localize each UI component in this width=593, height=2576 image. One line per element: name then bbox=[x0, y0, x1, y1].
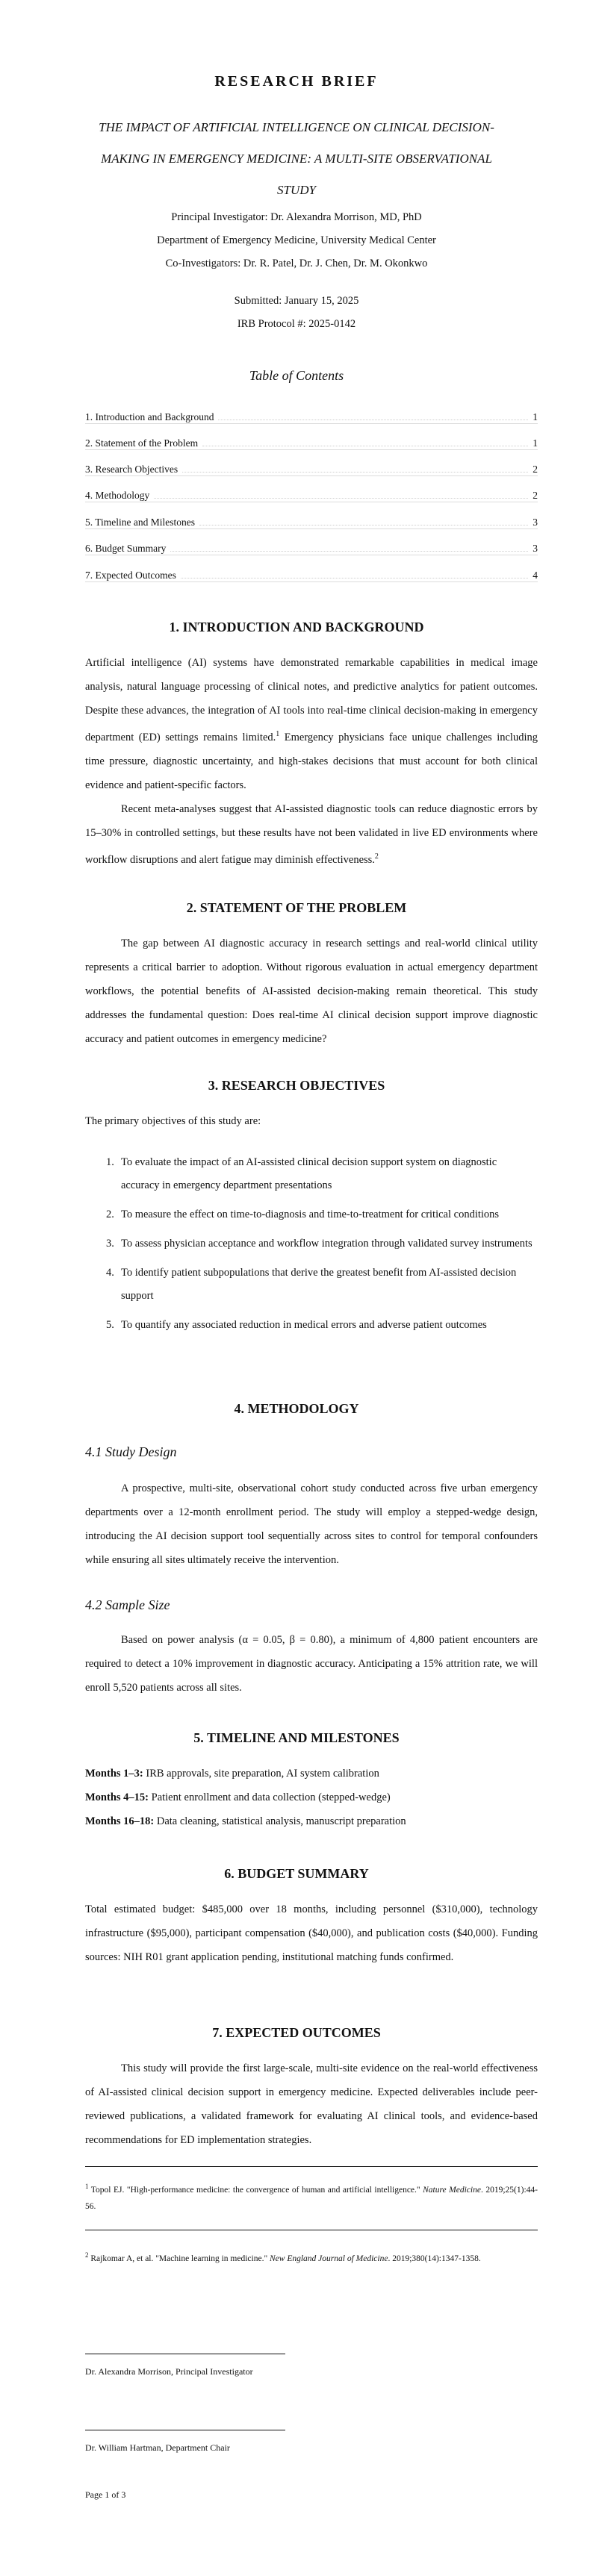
footnote-text: Topol EJ. "High-performance medicine: the convergence of human and artificial intelligence." bbox=[88, 2185, 423, 2195]
intro-paragraph-1-text: Artificial intelligence (AI) systems have demonstrated remarkable capabilities in medical image analysis, natural language processing of clinical notes, and predictive analytics for patient outcomes. Despite these advances, the integration of AI tools into real-time clinical decision-making in emergency department (ED) settings remains limited. bbox=[85, 657, 538, 743]
submitted-date: Submitted: January 15, 2025 bbox=[234, 295, 359, 307]
list-item-text: To assess physician acceptance and workflow integration through validated survey instruments bbox=[121, 1238, 533, 1250]
list-item-number: 3. bbox=[106, 1238, 114, 1250]
section-heading-timeline: 5. TIMELINE AND MILESTONES bbox=[193, 1730, 400, 1745]
intro-paragraph-2 bbox=[85, 797, 538, 872]
list-item bbox=[85, 1232, 538, 1256]
objectives-intro: The primary objectives of this study are: bbox=[85, 1115, 261, 1127]
footnote-citation: . 2019;25(1):44-56. bbox=[85, 2185, 538, 2211]
toc-item-label: 3. Research Objectives bbox=[85, 464, 182, 475]
principal-investigator: Principal Investigator: Dr. Alexandra Morrison, MD, PhD bbox=[171, 211, 422, 223]
footnote bbox=[85, 2247, 538, 2267]
study-design-paragraph: A prospective, multi-site, observational cohort study conducted across five urban emergency departments over a 12-month enrollment period. The study will employ a stepped-wedge design, introducing the AI decision support tool sequentially across sites to control for temporal confounders while ensuring all sites ultimately receive the intervention. bbox=[85, 1482, 538, 1566]
milestone-item bbox=[85, 1762, 538, 1786]
milestone-item bbox=[85, 1809, 538, 1833]
list-item-number: 5. bbox=[106, 1319, 114, 1331]
toc-item[interactable] bbox=[85, 512, 538, 529]
list-item-number: 1. bbox=[106, 1156, 114, 1168]
toc-item-page: 2 bbox=[533, 490, 538, 501]
signature-name: Dr. Alexandra Morrison, Principal Investigator bbox=[85, 2366, 253, 2377]
toc-leader bbox=[199, 525, 528, 526]
intro-paragraph-1-tail: Emergency physicians face unique challenges including time pressure, diagnostic uncertainty, and high-stakes decisions that must account for both clinical evidence and patient-specific factors. bbox=[85, 731, 538, 791]
section-heading-methodology: 4. METHODOLOGY bbox=[234, 1401, 359, 1416]
toc-item-label: 2. Statement of the Problem bbox=[85, 437, 202, 449]
toc-item-page: 2 bbox=[533, 464, 538, 475]
section-heading-problem: 2. STATEMENT OF THE PROBLEM bbox=[186, 900, 407, 915]
footnote-citation: . 2019;380(14):1347-1358. bbox=[388, 2254, 481, 2263]
toc-item[interactable] bbox=[85, 433, 538, 450]
milestone-period: Months 1–3: bbox=[85, 1768, 143, 1780]
footnote-ref[interactable]: 2 bbox=[374, 852, 379, 861]
footnote-number: 2 bbox=[85, 2251, 89, 2259]
page-number: Page 1 of 3 bbox=[85, 2489, 126, 2500]
toc-leader bbox=[170, 551, 528, 552]
section-heading-outcomes: 7. EXPECTED OUTCOMES bbox=[212, 2025, 381, 2040]
list-item-text: To measure the effect on time-to-diagnosis and time-to-treatment for critical conditions bbox=[121, 1209, 500, 1220]
irb-protocol: IRB Protocol #: 2025-0142 bbox=[237, 318, 356, 330]
toc-item-page: 1 bbox=[533, 411, 538, 422]
toc-item[interactable] bbox=[85, 485, 538, 502]
milestone-period: Months 16–18: bbox=[85, 1815, 155, 1827]
toc-title: Table of Contents bbox=[249, 368, 344, 383]
milestone-item bbox=[85, 1786, 538, 1809]
problem-paragraph: The gap between AI diagnostic accuracy in research settings and real-world clinical utility represents a critical barrier to adoption. Without rigorous evaluation in actual emergency department workflows, the potential benefits of AI-assisted decision-making remain theoretical. This study addresses the fundamental question: Does real-time AI clinical decision support improve diagnostic accuracy and patient outcomes in emergency medicine? bbox=[85, 938, 538, 1045]
footnote-divider bbox=[85, 2166, 538, 2167]
intro-paragraph-1 bbox=[85, 651, 538, 797]
list-item bbox=[85, 1203, 538, 1226]
footnote-journal: Nature Medicine bbox=[423, 2185, 481, 2195]
toc-item[interactable] bbox=[85, 459, 538, 476]
intro-paragraph-2-text: Recent meta-analyses suggest that AI-assisted diagnostic tools can reduce diagnostic errors by 15–30% in controlled settings, but these results have not been validated in live ED environments where workflow disruptions and alert fatigue may diminish effectiveness. bbox=[85, 803, 538, 866]
list-item-text: To quantify any associated reduction in medical errors and adverse patient outcomes bbox=[121, 1319, 487, 1331]
section-heading-introduction: 1. INTRODUCTION AND BACKGROUND bbox=[169, 620, 424, 634]
toc-item[interactable] bbox=[85, 538, 538, 555]
toc-item-page: 1 bbox=[533, 437, 538, 449]
footnote-journal: New England Journal of Medicine bbox=[270, 2254, 388, 2263]
subsection-heading-sample-size: 4.2 Sample Size bbox=[85, 1597, 170, 1612]
toc-leader bbox=[182, 472, 528, 473]
toc-leader bbox=[154, 498, 528, 499]
department: Department of Emergency Medicine, University Medical Center bbox=[157, 234, 436, 246]
toc-item[interactable] bbox=[85, 407, 538, 424]
milestone-description: Patient enrollment and data collection (stepped-wedge) bbox=[149, 1791, 391, 1803]
objectives-list bbox=[85, 1151, 538, 1343]
footnote-text: Rajkomar A, et al. "Machine learning in medicine." bbox=[88, 2254, 270, 2263]
list-item-text: To evaluate the impact of an AI-assisted clinical decision support system on diagnostic accuracy in emergency department presentations bbox=[121, 1156, 497, 1191]
list-item bbox=[85, 1262, 538, 1308]
section-heading-budget: 6. BUDGET SUMMARY bbox=[224, 1866, 369, 1881]
footnote bbox=[85, 2178, 538, 2215]
document-type-heading: RESEARCH BRIEF bbox=[214, 73, 379, 90]
toc-item[interactable] bbox=[85, 565, 538, 582]
section-heading-objectives: 3. RESEARCH OBJECTIVES bbox=[208, 1078, 385, 1093]
toc-item-page: 3 bbox=[533, 517, 538, 528]
toc-item-label: 1. Introduction and Background bbox=[85, 411, 218, 423]
budget-paragraph: Total estimated budget: $485,000 over 18 months, including personnel ($310,000), technology infrastructure ($95,000), participant compensation ($40,000), and publication costs ($40,000). Funding sources: NIH R01 grant application pending, institutional matching funds confirmed. bbox=[85, 1903, 538, 1963]
milestone-period: Months 4–15: bbox=[85, 1791, 149, 1803]
footnote-ref[interactable]: 1 bbox=[276, 730, 280, 738]
list-item bbox=[85, 1151, 538, 1197]
toc-item-page: 4 bbox=[533, 570, 538, 581]
signature-name: Dr. William Hartman, Department Chair bbox=[85, 2442, 230, 2453]
sample-size-paragraph: Based on power analysis (α = 0.05, β = 0.80), a minimum of 4,800 patient encounters are required to detect a 10% improvement in diagnostic accuracy. Anticipating a 15% attrition rate, we will enroll 5,520 patients across all sites. bbox=[85, 1634, 538, 1694]
toc-item-page: 3 bbox=[533, 543, 538, 554]
study-title: THE IMPACT OF ARTIFICIAL INTELLIGENCE ON CLINICAL DECISION-MAKING IN EMERGENCY MEDICINE: A MULTI-SITE OBSERVATIONAL STUDY bbox=[99, 120, 494, 197]
list-item-number: 2. bbox=[106, 1209, 114, 1220]
milestone-description: Data cleaning, statistical analysis, manuscript preparation bbox=[154, 1815, 406, 1827]
co-investigators: Co-Investigators: Dr. R. Patel, Dr. J. Chen, Dr. M. Okonkwo bbox=[165, 258, 428, 269]
milestone-description: IRB approvals, site preparation, AI system calibration bbox=[143, 1768, 379, 1780]
list-item-number: 4. bbox=[106, 1267, 114, 1279]
list-item-text: To identify patient subpopulations that derive the greatest benefit from AI-assisted decision support bbox=[121, 1267, 517, 1302]
outcomes-paragraph: This study will provide the first large-scale, multi-site evidence on the real-world effectiveness of AI-assisted clinical decision support in emergency medicine. Expected deliverables include peer-reviewed publications, a validated framework for evaluating AI clinical tools, and evidence-based recommendations for ED implementation strategies. bbox=[85, 2062, 538, 2146]
footnote-number: 1 bbox=[85, 2183, 89, 2190]
toc-item-label: 6. Budget Summary bbox=[85, 543, 170, 555]
toc-item-label: 4. Methodology bbox=[85, 490, 154, 502]
list-item bbox=[85, 1314, 538, 1337]
toc-item-label: 5. Timeline and Milestones bbox=[85, 517, 199, 528]
subsection-heading-study-design: 4.1 Study Design bbox=[85, 1444, 177, 1459]
toc-item-label: 7. Expected Outcomes bbox=[85, 570, 181, 581]
